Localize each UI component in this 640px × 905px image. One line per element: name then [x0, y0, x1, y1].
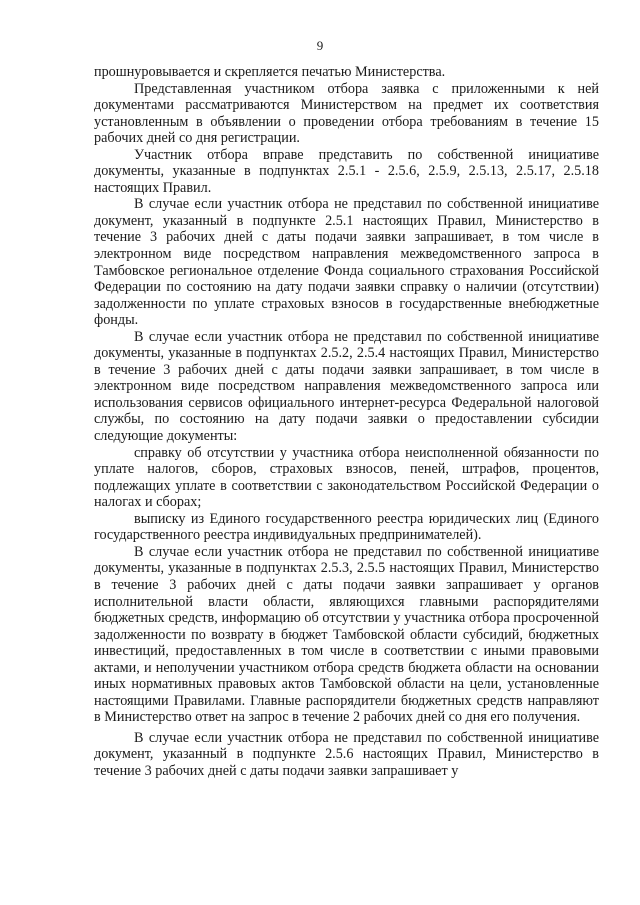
- paragraph-fss-request: В случае если участник отбора не представил по собственной инициативе документ, указанный в подпункте 2.5.1 настоящих Правил, Министерство в течение 3 рабочих дней с даты подачи заявки запрашивает, в том числе в электронном виде посредством направления межведомственного запроса в Тамбовское региональное отделение Фонда социального страхования Российской Федерации по состоянию на дату подачи заявки справку о наличии (отсутствии) задолженности по уплате страховых взносов в государственные внебюджетные фонды.: [94, 196, 599, 329]
- list-item-registry-extract: выписку из Единого государственного реестра юридических лиц (Единого государственного реестра индивидуальных предпринимателей).: [94, 510, 599, 544]
- paragraph-budget-request: В случае если участник отбора не представил по собственной инициативе документы, указанные в подпунктах 2.5.3, 2.5.5 настоящих Правил, Министерство в течение 3 рабочих дней с даты подачи заявки запрашивает у органов исполнительной власти области, являющихся главными распорядителями бюджетных средств, информацию об отсутствии у участника отбора просроченной задолженности по возврату в бюджет Тамбовской области субсидий, бюджетных инвестиций, предоставленных в том числе в соответствии с иными правовыми актами, и неполучении участником отбора средств бюджета области на основании иных нормативных правовых актов Тамбовской области на цели, установленные настоящими Правилами. Главные распорядители бюджетных средств направляют в Министерство ответ на запрос в течение 2 рабочих дней со дня его получения.: [94, 543, 599, 726]
- paragraph-fns-request: В случае если участник отбора не представил по собственной инициативе документы, указанные в подпунктах 2.5.2, 2.5.4 настоящих Правил, Министерство в течение 3 рабочих дней с даты подачи заявки запрашивает, в том числе в электронном виде посредством направления межведомственного запроса или использования сервисов официального интернет-ресурса Федеральной налоговой службы, по состоянию на дату подачи заявки о предоставлении субсидии следующие документы:: [94, 328, 599, 445]
- paragraph-application-review: Представленная участником отбора заявка с приложенными к ней документами рассматриваются Министерством на предмет их соответствия установленным в объявлении о проведении отбора требованиям в течение 15 рабочих дней со дня регистрации.: [94, 80, 599, 147]
- paragraph-continuation: прошнуровывается и скрепляется печатью Министерства.: [94, 64, 446, 80]
- page-number: 9: [316, 38, 324, 53]
- paragraph-document-256: В случае если участник отбора не представил по собственной инициативе документ, указанный в подпункте 2.5.6 настоящих Правил, Министерство в течение 3 рабочих дней с даты подачи заявки запрашивает у: [94, 729, 599, 779]
- paragraph-own-initiative: Участник отбора вправе представить по собственной инициативе документы, указанные в подпунктах 2.5.1 - 2.5.6, 2.5.9, 2.5.13, 2.5.17, 2.5.18 настоящих Правил.: [94, 146, 599, 196]
- list-item-tax-certificate: справку об отсутствии у участника отбора неисполненной обязанности по уплате налогов, сборов, страховых взносов, пеней, штрафов, процентов, подлежащих уплате в соответствии с законодательством Российской Федерации о налогах и сборах;: [94, 444, 599, 511]
- document-body: [94, 64, 599, 780]
